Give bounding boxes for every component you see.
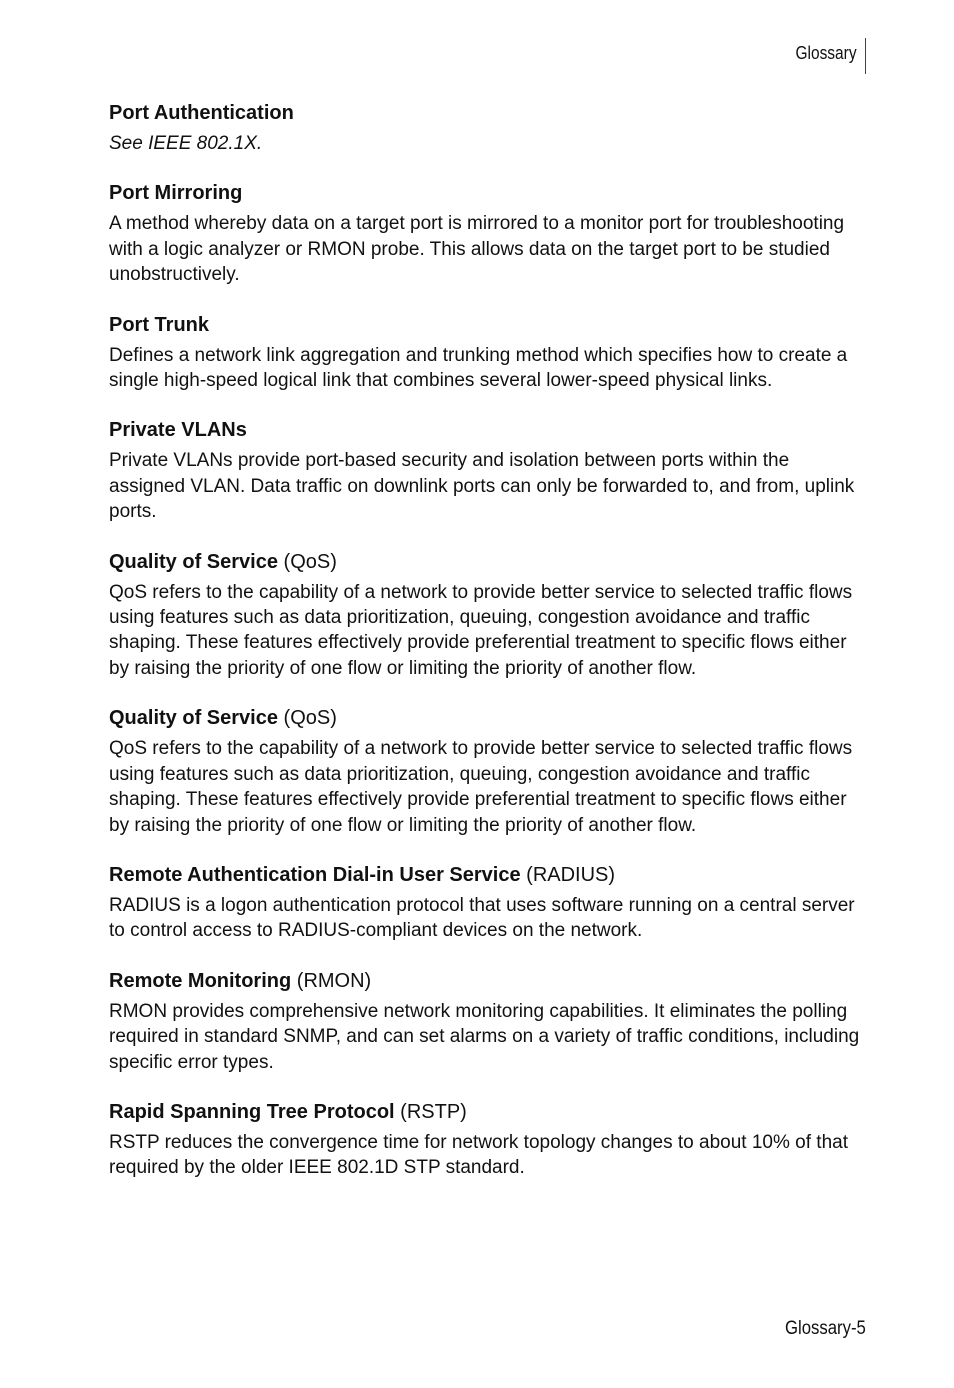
term-name: Quality of Service [109, 550, 278, 573]
entry-term [109, 550, 869, 574]
entry-definition: See IEEE 802.1X. [109, 133, 263, 154]
glossary-entry [109, 706, 869, 838]
entry-definition: QoS refers to the capability of a network to provide better service to selected traffic flows using features such as data prioritization, queuing, congestion avoidance and traffic shaping. These features effectively provide preferential treatment to specific flows either by raising the priority of one flow or limiting the priority of another flow. [109, 581, 853, 679]
entry-definition: RADIUS is a logon authentication protocol that uses software running on a central server to control access to RADIUS-compliant devices on the network. [109, 894, 855, 942]
entry-term [109, 181, 869, 205]
term-name: Remote Monitoring [109, 969, 292, 992]
term-name: Rapid Spanning Tree Protocol [109, 1100, 395, 1123]
glossary-entry [109, 181, 869, 287]
entry-term [109, 706, 869, 730]
glossary-entry [109, 101, 869, 156]
entry-term [109, 1100, 869, 1124]
entry-definition: Defines a network link aggregation and trunking method which specifies how to create a single high-speed logical link that combines several lower-speed physical links. [109, 344, 848, 392]
term-name: Remote Authentication Dial-in User Service [109, 863, 521, 886]
entry-term [109, 418, 869, 442]
entry-term [109, 863, 869, 887]
glossary-entry [109, 550, 869, 682]
term-abbreviation: (RMON) [296, 969, 372, 992]
glossary-entry [109, 313, 869, 394]
term-abbreviation: (RSTP) [400, 1100, 467, 1123]
glossary-entry [109, 969, 869, 1075]
entry-definition: RMON provides comprehensive network monitoring capabilities. It eliminates the polling required in standard SNMP, and can set alarms on a variety of traffic conditions, including specific error types. [109, 1000, 860, 1073]
entry-term [109, 313, 869, 337]
term-abbreviation: (QoS) [283, 707, 337, 730]
entry-definition: A method whereby data on a target port is mirrored to a monitor port for troubleshooting with a logic analyzer or RMON probe. This allows data on the target port to be studied unobstructively. [109, 213, 845, 286]
entry-term [109, 101, 869, 125]
term-name: Port Trunk [109, 313, 210, 336]
term-abbreviation: (QoS) [283, 550, 337, 573]
entry-definition: RSTP reduces the convergence time for network topology changes to about 10% of that required by the older IEEE 802.1D STP standard. [109, 1131, 848, 1179]
term-abbreviation: (RADIUS) [526, 863, 616, 886]
term-name: Port Authentication [109, 102, 294, 124]
glossary-entries [109, 101, 869, 1206]
entry-definition: Private VLANs provide port-based security and isolation between ports within the assigned VLAN. Data traffic on downlink ports can only be forwarded to, and from, uplink ports. [109, 450, 855, 523]
header-section-title: Glossary [795, 43, 857, 63]
entry-term [109, 969, 869, 993]
entry-definition: QoS refers to the capability of a network to provide better service to selected traffic flows using features such as data prioritization, queuing, congestion avoidance and traffic shaping. These features effectively provide preferential treatment to specific flows either by raising the priority of one flow or limiting the priority of another flow. [109, 738, 853, 836]
term-name: Private VLANs [109, 419, 247, 442]
glossary-entry [109, 863, 869, 944]
glossary-entry [109, 418, 869, 524]
term-name: Quality of Service [109, 707, 278, 730]
term-name: Port Mirroring [109, 182, 243, 205]
glossary-entry [109, 1100, 869, 1181]
running-header [795, 38, 866, 74]
page-number: Glossary-5 [785, 1318, 866, 1339]
